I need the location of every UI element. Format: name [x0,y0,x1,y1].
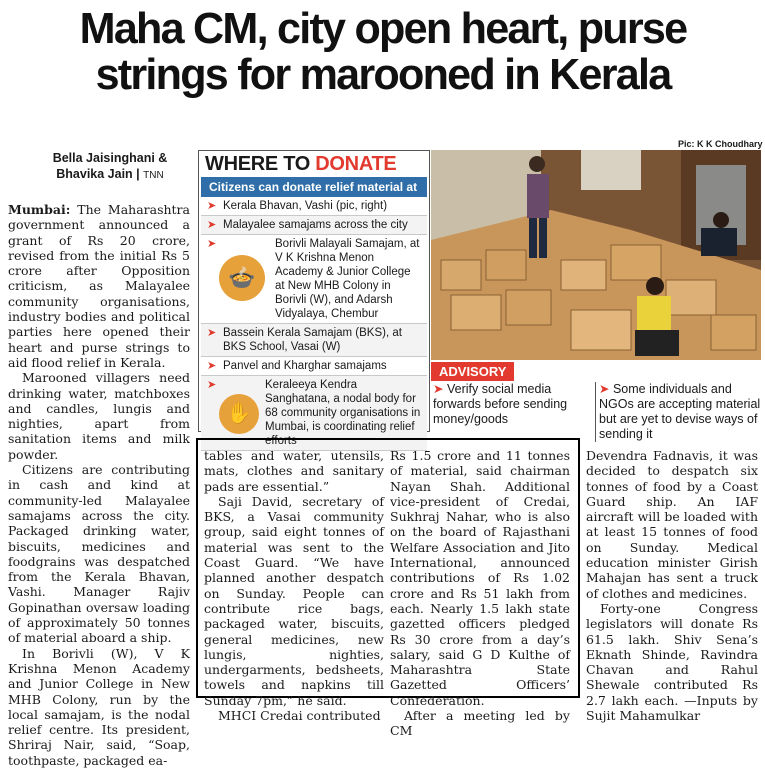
article-paragraph: MHCI Credai contributed [218,708,381,724]
food-aid-icon: 🍲 [219,255,265,301]
article-paragraph: Marooned villagers need drinking water, matchboxes and candles, lungis and nighties, apart from sanitation items and milk powder. [8,370,190,462]
article-paragraph: tables and water, utensils, mats, clothes and sanitary pads are essential.” [204,448,384,494]
donate-item: ➤ 🍲 Borivli Malayali Samajam, at V K Krishna Menon Academy & Junior College at New MHB Colony in Borivli (W), and Adarsh Vidyalaya, Chembur [201,235,427,324]
arrow-icon: ➤ [207,200,217,212]
arrow-icon: ➤ [207,219,217,231]
donate-item: ➤ Kerala Bhavan, Vashi (pic, right) [201,197,427,216]
headline-line-1: Maha CM, city open heart, purse [79,4,687,53]
donate-item: ➤ ✋ Keraleeya Kendra Sanghatana, a nodal body for 68 community organisations in Mumbai, is coordinating relief efforts [201,376,427,451]
donate-item: ➤ Panvel and Kharghar samajams [201,357,427,376]
arrow-icon: ➤ [207,360,217,372]
article-column-4 [586,448,758,723]
advisory-label: ADVISORY [431,362,514,381]
article-paragraph: Saji David, secretary of BKS, a Vasai community group, said eight tonnes of material was sent to the Coast Guard. “We have planned another despatch on Sunday. People can contribute rice bags, packaged water, biscuits, general medicines, new lungis, nighties, undergarments, bedsheets, towels and napkins till Sunday 7pm,” he said. [204,493,384,708]
article-paragraph: In Borivli (W), V K Krishna Menon Academy and Junior College in New MHB Colony, run by the local samajam, is the nodal relief centre. Its president, Shriraj Nair, said, “Soap, toothpaste, packaged ea- [8,645,190,768]
donate-item: ➤ Malayalee samajams across the city [201,216,427,235]
donate-item: ➤ Bassein Kerala Samajam (BKS), at BKS School, Vasai (W) [201,324,427,357]
photo-credit: Pic: K K Choudhary [678,139,763,149]
arrow-icon: ➤ [207,379,217,391]
helping-hand-icon: ✋ [219,394,259,434]
article-column-2 [204,448,384,723]
article-paragraph: Citizens are contributing in cash and kind at community-led Malayalee samajams across the city. Packaged drinking water, biscuits, medicines and foodgrains was despatched from the Kerala Bhavan, Vashi. Manager Rajiv Gopinathan oversaw loading of approximately 50 tonnes of material aboard a ship. [8,462,190,646]
article-paragraph: Forty-one Congress legislators will donate Rs 61.5 lakh. Shiv Sena’s Eknath Shinde, Ravindra Chavan and Rahul Shewale contributed Rs 2.7 lakh each. —Inputs by Sujit Mahamulkar [586,600,758,724]
headline-line-2: strings for marooned in Kerala [95,50,671,99]
advisory-box [431,362,761,441]
article-paragraph: Devendra Fadnavis, it was decided to despatch six tonnes of food by a Coast Guard ship. An IAF aircraft will be loaded with at least 15 tonnes of food on Sunday. Medical education minister Girish Mahajan has sent a truck of clothes and medicines. [586,448,758,601]
photo-illustration [431,150,761,360]
advisory-item: ➤ Some individuals and NGOs are accepting material but are yet to devise ways of sending it [595,382,763,442]
article-paragraph: After a meeting led by CM [390,708,570,739]
article-paragraph: Rs 1.5 crore and 11 tonnes of material, said chairman Nayan Shah. Additional vice-president of Credai, Sukhraj Nahar, who is also on the board of Rajasthani Welfare Association and Jito International, announced contributions of Rs 1.02 crore and Rs 51 lakh from each. Nearly 1.5 lakh state gazetted officers pledged Rs 30 crore from a day’s salary, said G D Kulthe of Maharashtra State Gazetted Officers’ Confederation. [390,448,570,708]
dateline: Mumbai: [8,202,71,217]
article-column-3 [390,448,570,739]
byline-names-2: Bhavika Jain [56,167,133,181]
arrow-icon: ➤ [207,327,217,339]
donate-title: WHERE TO DONATE [205,153,397,175]
article-column-1 [8,202,190,768]
byline-agency: TNN [143,170,164,181]
article-paragraph: Mumbai: The Maharashtra government announced a grant of Rs 20 crore, revised from the initial Rs 5 crore after Opposition criticism, as Malayalee community organisations, industry bodies and political parties here opened their heart and purse strings to aid flood relief in Kerala. [8,202,190,370]
advisory-item: ➤ Verify social media forwards before sending money/goods [433,382,568,426]
relief-material-photo [431,150,761,360]
arrow-icon: ➤ [433,382,444,396]
where-to-donate-box [198,150,430,447]
arrow-icon: ➤ [207,238,217,250]
arrow-icon: ➤ [599,382,610,396]
byline-names: Bella Jaisinghani & [52,151,168,165]
donate-subtitle: Citizens can donate relief material at [201,177,427,197]
headline [16,6,751,98]
byline: Bella Jaisinghani & Bhavika Jain | TNN [20,150,200,184]
